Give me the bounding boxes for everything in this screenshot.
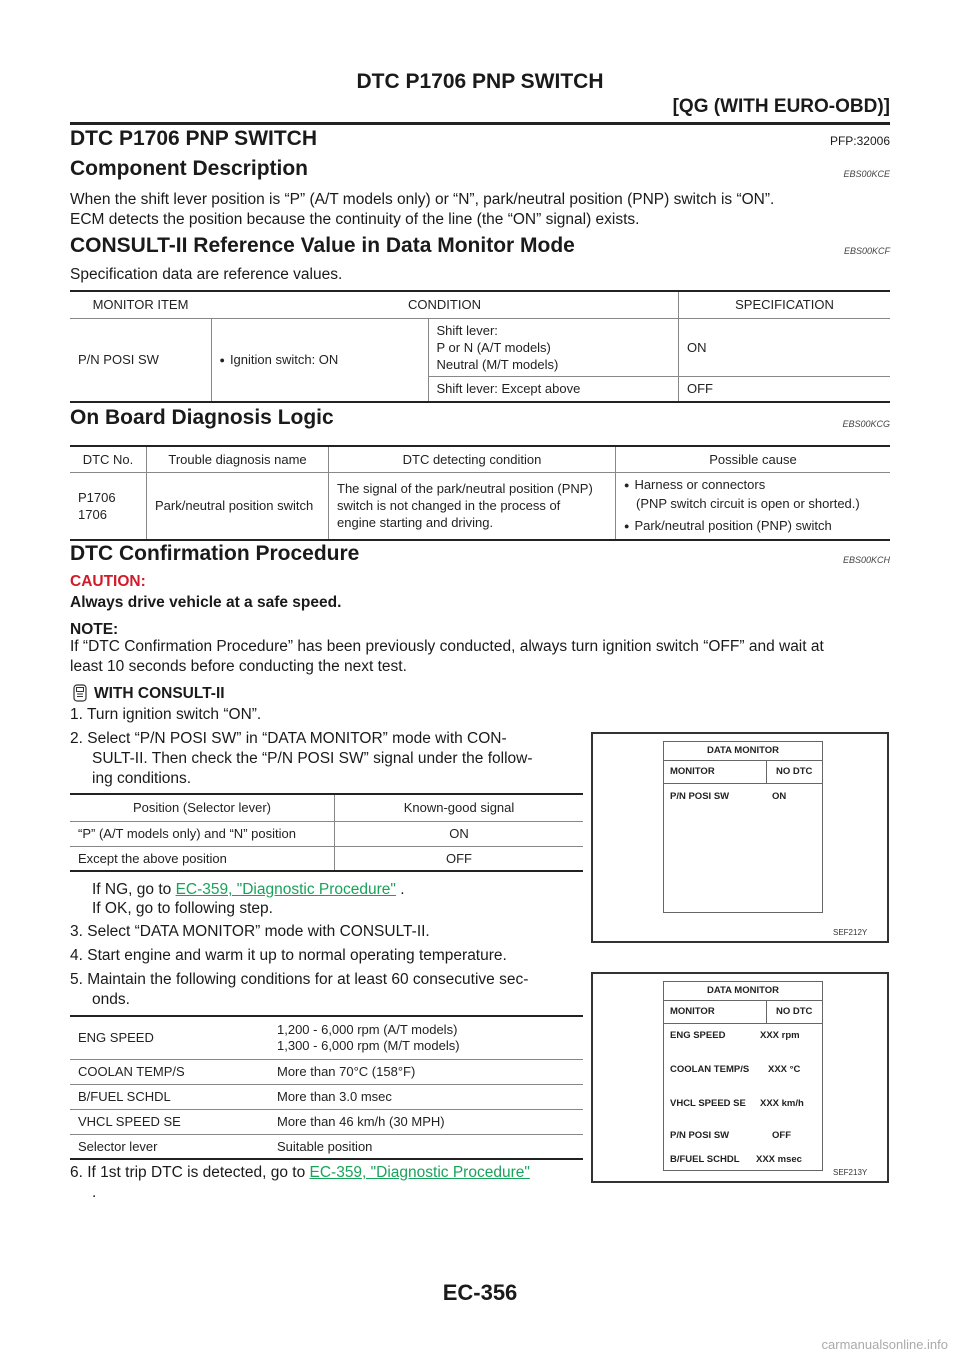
obd-code: EBS00KCG (842, 419, 890, 429)
screen-row-label: P/N POSI SW (670, 1130, 730, 1141)
trouble-name: Park/neutral position switch (147, 472, 329, 540)
note-text: If “DTC Confirmation Procedure” has been previously conducted, always turn ignition switch “OFF” and wait at least 10 seconds before conducting the next test. (70, 638, 824, 675)
ok-text: If OK, go to following step. (92, 900, 273, 917)
col-header: SPECIFICATION (679, 291, 891, 318)
condition-item: Selector lever (70, 1134, 269, 1159)
shift-condition-except: Shift lever: Except above (428, 376, 679, 402)
condition-value: More than 46 km/h (30 MPH) (269, 1109, 583, 1134)
condition-cell: ● Ignition switch: ON (211, 318, 428, 402)
spec-on: ON (679, 318, 891, 376)
screen-row-label: COOLAN TEMP/S (670, 1064, 750, 1075)
screen-col-header: NO DTC (776, 766, 813, 777)
header-divider (70, 122, 890, 125)
signal-position: “P” (A/T models only) and “N” position (70, 821, 335, 846)
figure-code: SEF213Y (833, 1168, 868, 1177)
component-line: ECM detects the position because the continuity of the line (the “ON” signal) exists. (70, 211, 640, 228)
possible-cause: ● Harness or connectors (PNP switch circuit is open or shorted.) ● Park/neutral position (PNP) switch (616, 472, 891, 540)
component-code: EBS00KCE (843, 169, 890, 179)
detect-condition: The signal of the park/neutral position (PNP) switch is not changed in the process of engine starting and driving. (329, 472, 616, 540)
caution-text: Always drive vehicle at a safe speed. (70, 594, 342, 611)
col-header: Trouble diagnosis name (147, 446, 329, 472)
col-header: Position (Selector lever) (70, 794, 335, 821)
step-3: 3. Select “DATA MONITOR” mode with CONSULT-II. (70, 923, 430, 940)
signal-value: OFF (335, 846, 584, 871)
confirm-code: EBS00KCH (842, 555, 890, 565)
signal-position: Except the above position (70, 846, 335, 871)
consult-ref-title: CONSULT-II Reference Value in Data Monitor Mode (70, 234, 575, 257)
obd-title: On Board Diagnosis Logic (70, 406, 334, 429)
signal-value: ON (335, 821, 584, 846)
page-number: EC-356 (442, 1280, 518, 1305)
screen-row-label: P/N POSI SW (670, 791, 730, 802)
screen-row-label: B/FUEL SCHDL (670, 1154, 740, 1165)
screen-title: DATA MONITOR (707, 745, 779, 756)
condition-item: VHCL SPEED SE (70, 1109, 269, 1134)
condition-item: ENG SPEED (70, 1016, 269, 1059)
col-header: DTC detecting condition (329, 446, 616, 472)
confirm-title: DTC Confirmation Procedure (70, 542, 360, 565)
screen-col-header: NO DTC (776, 1006, 813, 1017)
page-header-subtitle: [QG (WITH EURO-OBD)] (672, 96, 890, 117)
signal-table (70, 793, 583, 872)
step-1: 1. Turn ignition switch “ON”. (70, 706, 262, 723)
screen-row-label: VHCL SPEED SE (670, 1098, 746, 1109)
monitor-screen (663, 741, 823, 913)
screen-col-header: MONITOR (670, 1006, 715, 1017)
screen-row-value: XXX rpm (760, 1030, 800, 1041)
col-header: Possible cause (616, 446, 891, 472)
shift-condition: Shift lever: P or N (A/T models) Neutral (M/T models) (428, 318, 679, 376)
step-6: 6. If 1st trip DTC is detected, go to EC-359, "Diagnostic Procedure" . (70, 1164, 530, 1201)
component-title: Component Description (70, 157, 309, 180)
component-text (70, 190, 900, 230)
condition-value: Suitable position (269, 1134, 583, 1159)
screen-row-value: XXX °C (768, 1064, 801, 1075)
monitor-screen (663, 981, 823, 1171)
page-header-title: DTC P1706 PNP SWITCH (356, 70, 604, 93)
screen-row-value: XXX msec (756, 1154, 802, 1165)
watermark: carmanualsonline.info (821, 1337, 948, 1352)
component-line: When the shift lever position is “P” (A/T models only) or “N”, park/neutral position (PNP) switch is “ON”. (70, 191, 775, 208)
screen-row-label: ENG SPEED (670, 1030, 726, 1041)
monitor-item: P/N POSI SW (70, 318, 211, 402)
screen-row-value: XXX km/h (760, 1098, 804, 1109)
note-label: NOTE: (70, 621, 119, 638)
screen-title: DATA MONITOR (707, 985, 779, 996)
col-header: MONITOR ITEM (70, 291, 211, 318)
screen-col-header: MONITOR (670, 766, 715, 777)
dtc-number: P1706 1706 (70, 472, 147, 540)
with-consult-label: WITH CONSULT-II (94, 685, 225, 702)
col-header: Known-good signal (335, 794, 584, 821)
condition-value: More than 70°C (158°F) (269, 1059, 583, 1084)
consult-ref-code: EBS00KCF (843, 246, 890, 256)
screen-row-value: OFF (772, 1130, 791, 1141)
figure-code: SEF212Y (833, 928, 868, 937)
step-4: 4. Start engine and warm it up to normal operating temperature. (70, 947, 507, 964)
col-header: DTC No. (70, 446, 147, 472)
caution-label: CAUTION: (70, 573, 146, 590)
figure-data-monitor-1 (591, 732, 889, 943)
step-2: 2. Select “P/N POSI SW” in “DATA MONITOR” mode with CON- SULT-II. Then check the “P/N POSI SW” signal under the follow- ing conditions. (70, 730, 533, 787)
consult-ref-note: Specification data are reference values. (70, 266, 343, 283)
ng-text: If NG, go to EC-359, "Diagnostic Procedure" . (92, 881, 405, 898)
condition-value: More than 3.0 msec (269, 1084, 583, 1109)
obd-table (70, 445, 890, 541)
condition-item: COOLAN TEMP/S (70, 1059, 269, 1084)
part-code: PFP:32006 (829, 134, 890, 148)
condition-value: 1,200 - 6,000 rpm (A/T models) 1,300 - 6,000 rpm (M/T models) (269, 1016, 583, 1059)
step-5: 5. Maintain the following conditions for at least 60 consecutive sec- onds. (70, 971, 529, 1008)
section-title: DTC P1706 PNP SWITCH (70, 127, 318, 150)
screen-row-value: ON (772, 791, 787, 802)
diagnostic-procedure-link-2[interactable]: EC-359, "Diagnostic Procedure" (309, 1164, 530, 1181)
condition-item: B/FUEL SCHDL (70, 1084, 269, 1109)
driving-condition-table (70, 1015, 583, 1160)
consult-tool-icon (70, 683, 90, 703)
consult-ref-table (70, 290, 890, 403)
col-header: CONDITION (211, 291, 679, 318)
spec-off: OFF (679, 376, 891, 402)
diagnostic-procedure-link[interactable]: EC-359, "Diagnostic Procedure" (175, 881, 396, 898)
figure-data-monitor-2 (591, 972, 889, 1183)
